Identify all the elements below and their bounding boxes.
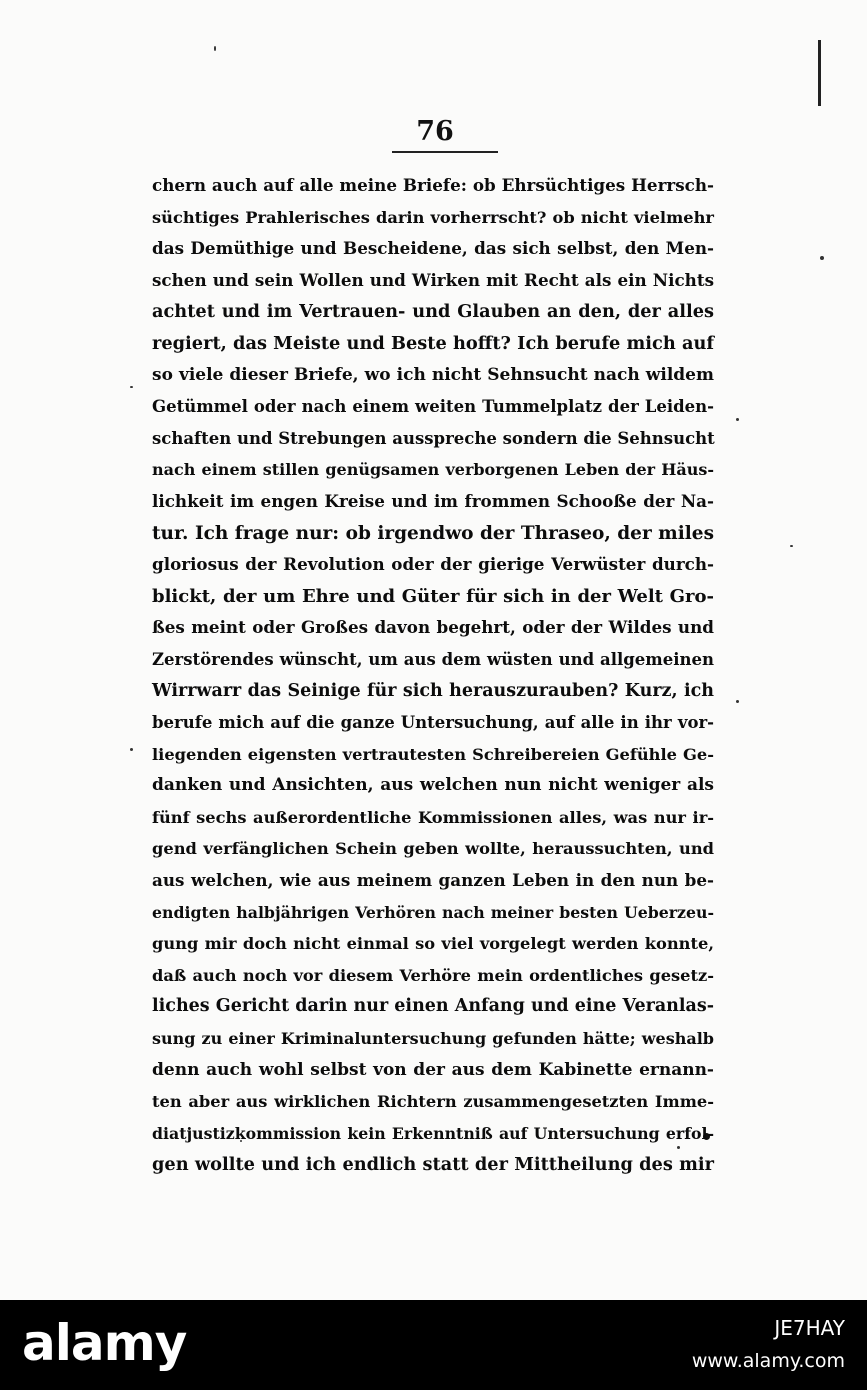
text-line: liches Gericht darin nur einen Anfang und eine Veranlas- [152, 996, 714, 1017]
watermark-banner [0, 1300, 867, 1390]
text-line: nach einem stillen genügsamen verborgenen Leben der Häus- [152, 460, 714, 480]
image-id: JE7HAY [774, 1316, 845, 1340]
text-line: gloriosus der Revolution oder der gierige Verwüster durch- [152, 554, 714, 575]
text-line: das Demüthige und Bescheidene, das sich selbst, den Men- [152, 238, 714, 259]
scan-speck [130, 748, 133, 751]
text-line: fünf sechs außerordentliche Kommissionen alles, was nur ir- [152, 807, 714, 827]
text-line: aus welchen, wie aus meinem ganzen Leben in den nun be- [152, 870, 714, 891]
text-line: achtet und im Vertrauen- und Glauben an den, der alles [152, 301, 714, 323]
text-line: danken und Ansichten, aus welchen nun nicht weniger als [152, 775, 714, 796]
text-line: endigten halbjährigen Verhören nach meiner besten Ueberzeu- [152, 902, 714, 922]
text-line: daß auch noch vor diesem Verhöre mein ordentliches gesetz- [152, 965, 714, 985]
text-line: blickt, der um Ehre und Güter für sich in der Welt Gro- [152, 585, 714, 607]
text-line: so viele dieser Briefe, wo ich nicht Sehnsucht nach wildem [152, 364, 714, 385]
page-number: 76 [416, 116, 454, 147]
scan-speck [214, 46, 216, 51]
text-line: Wirrwarr das Seinige für sich herauszurauben? Kurz, ich [152, 680, 714, 701]
header-rule [392, 151, 498, 153]
text-line: diatjustizkommission kein Erkenntniß auf Untersuchung erfol- [152, 1123, 714, 1143]
scan-speck [736, 418, 739, 421]
text-line: sung zu einer Kriminaluntersuchung gefunden hätte; weshalb [152, 1029, 714, 1049]
text-line: denn auch wohl selbst von der aus dem Kabinette ernann- [152, 1059, 714, 1080]
text-line: ßes meint oder Großes davon begehrt, oder der Wildes und [152, 617, 714, 638]
page-edge-mark [818, 40, 821, 106]
text-line: tur. Ich frage nur: ob irgendwo der Thraseo, der miles [152, 522, 714, 544]
text-line: liegenden eigensten vertrautesten Schreibereien Gefühle Ge- [152, 744, 714, 764]
scan-speck [736, 700, 739, 703]
text-line: regiert, das Meiste und Beste hofft? Ich berufe mich auf [152, 332, 714, 354]
body-text [152, 170, 714, 1181]
text-line: Getümmel oder nach einem weiten Tummelplatz der Leiden- [152, 397, 714, 417]
site-url: www.alamy.com [691, 1350, 845, 1372]
text-line: schen und sein Wollen und Wirken mit Recht als ein Nichts [152, 269, 714, 290]
text-line: schaften und Strebungen ausspreche sondern die Sehnsucht [152, 428, 715, 448]
text-line: Zerstörendes wünscht, um aus dem wüsten und allgemeinen [152, 649, 714, 669]
text-line: gen wollte und ich endlich statt der Mittheilung des mir [152, 1154, 714, 1176]
text-line: süchtiges Prahlerisches darin vorherrscht? ob nicht vielmehr [152, 207, 714, 227]
scan-speck [820, 256, 824, 260]
scan-speck [790, 545, 793, 547]
text-line: ten aber aus wirklichen Richtern zusammengesetzten Imme- [152, 1092, 714, 1112]
text-line: lichkeit im engen Kreise und im frommen Schooße der Na- [152, 490, 714, 511]
text-line: chern auch auf alle meine Briefe: ob Ehrsüchtiges Herrsch- [152, 175, 714, 195]
text-line: gend verfänglichen Schein geben wollte, heraussuchten, und [152, 839, 714, 859]
text-line: gung mir doch nicht einmal so viel vorgelegt werden konnte, [152, 934, 714, 954]
text-line: berufe mich auf die ganze Untersuchung, auf alle in ihr vor- [152, 713, 714, 733]
scan-speck [130, 386, 133, 388]
alamy-logo: alamy [22, 1314, 187, 1372]
